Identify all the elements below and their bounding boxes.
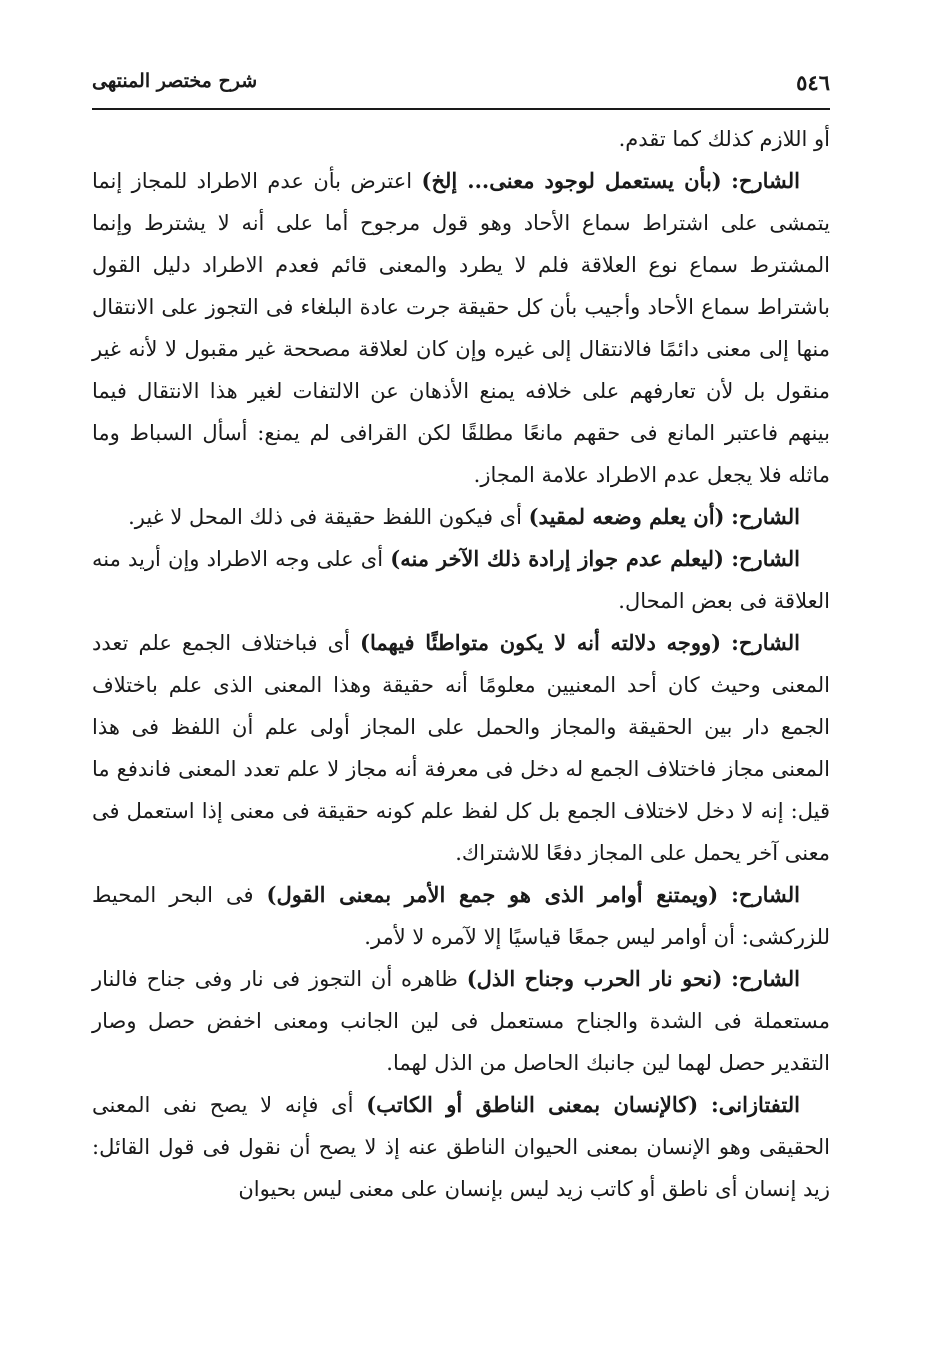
page-header xyxy=(92,62,830,102)
commentator-label: الشارح: xyxy=(731,504,800,529)
body-text xyxy=(92,118,830,1210)
quoted-phrase: (بأن يستعمل لوجود معنى... إلخ) xyxy=(421,168,722,193)
quoted-phrase: (ويمتنع أوامر الذى هو جمع الأمر بمعنى القول) xyxy=(266,882,719,907)
quoted-phrase: (أن يعلم وضعه لمقيد) xyxy=(528,504,725,529)
running-title: شرح مختصر المنتهى xyxy=(92,70,258,92)
paragraph-text: أى فيكون اللفظ حقيقة فى ذلك المحل لا غير. xyxy=(128,505,522,529)
paragraph-text: أى فإنه لا يصح نفى المعنى الحقيقى وهو الإنسان بمعنى الحيوان الناطق عنه إذ لا يصح أن نقول فى قول القائل: زيد إنسان أى ناطق أو كاتب زيد ليس بإنسان على معنى ليس بحيوان xyxy=(92,1093,830,1201)
header-rule xyxy=(92,108,830,110)
paragraph xyxy=(92,160,830,496)
commentator-label: الشارح: xyxy=(731,546,801,571)
paragraph xyxy=(92,958,830,1084)
quoted-phrase: (نحو نار الحرب وجناح الذل) xyxy=(466,966,723,991)
commentator-label: الشارح: xyxy=(731,966,800,991)
paragraph-text: فى البحر المحيط للزركشى: أن أوامر ليس جمعًا قياسيًا إلا لآمره لا لأمر. xyxy=(92,883,830,949)
paragraph-text: أى فباختلاف الجمع علم تعدد المعنى وحيث كان أحد المعنيين معلومًا أنه حقيقة وهذا المعنى الذى علم باختلاف الجمع دار بين الحقيقة والمجاز والحمل على المجاز أولى علم أن اللفظ فى هذا المعنى مجاز فاختلاف الجمع له دخل فى معرفة أنه مجاز لا علم تعدد المعنى فاندفع ما قيل: إنه لا دخل لاختلاف الجمع بل كل لفظ علم كونه حقيقة فى معنى إذا استعمل فى معنى آخر يحمل على المجاز دفعًا للاشتراك. xyxy=(92,631,830,865)
quoted-phrase: (ليعلم عدم جواز إرادة ذلك الآخر منه) xyxy=(390,546,724,571)
paragraph xyxy=(92,1084,830,1210)
paragraph xyxy=(92,496,830,538)
paragraph-text: اعترض بأن عدم الاطراد للمجاز إنما يتمشى على اشتراط سماع الأحاد وهو قول مرجوح أما على أنه لا يشترط وإنما المشترط سماع نوع العلاقة فلم لا يطرد والمعنى قائم فعدم الاطراد دليل القول باشتراط سماع الأحاد وأجيب بأن كل حقيقة جرت عادة البلغاء فى التجوز على الانتقال منها إلى معنى دائمًا فالانتقال إلى غيره وإن كان لعلاقة مصححة غير مقبول لا لأنه غير منقول بل لأن تعارفهم على خلافه يمنع الأذهان عن الالتفات لغير هذا الانتقال فيما بينهم فاعتبر المانع فى حقهم مانعًا مطلقًا لكن القرافى لم يمنع: أسأل السباط وما ماثله فلا يجعل عدم الاطراد علامة المجاز. xyxy=(92,169,830,487)
quoted-phrase: (ووجه دلالته أنه لا يكون متواطئًا فيهما) xyxy=(360,630,722,655)
paragraph-text: ظاهره أن التجوز فى نار وفى جناح فالنار مستعملة فى الشدة والجناح مستعمل فى لين الجانب ومعنى اخفض حصل وصار التقدير حصل لهما لين جانبك الحاصل من الذل لهما. xyxy=(92,967,830,1075)
paragraph-continuation xyxy=(92,118,830,160)
paragraph-text: أى على وجه الاطراد وإن أريد منه العلاقة فى بعض المحال. xyxy=(92,547,830,613)
paragraph xyxy=(92,622,830,874)
quoted-phrase: (كالإنسان بمعنى الناطق أو الكاتب) xyxy=(366,1092,699,1117)
commentator-label: الشارح: xyxy=(731,630,800,655)
paragraph xyxy=(92,538,830,622)
page-number: ٥٤٦ xyxy=(796,70,830,95)
commentator-label: الشارح: xyxy=(731,168,800,193)
paragraph xyxy=(92,874,830,958)
paragraph-text: أو اللازم كذلك كما تقدم. xyxy=(618,127,830,151)
commentator-label: التفتازانى: xyxy=(710,1092,800,1117)
commentator-label: الشارح: xyxy=(731,882,800,907)
